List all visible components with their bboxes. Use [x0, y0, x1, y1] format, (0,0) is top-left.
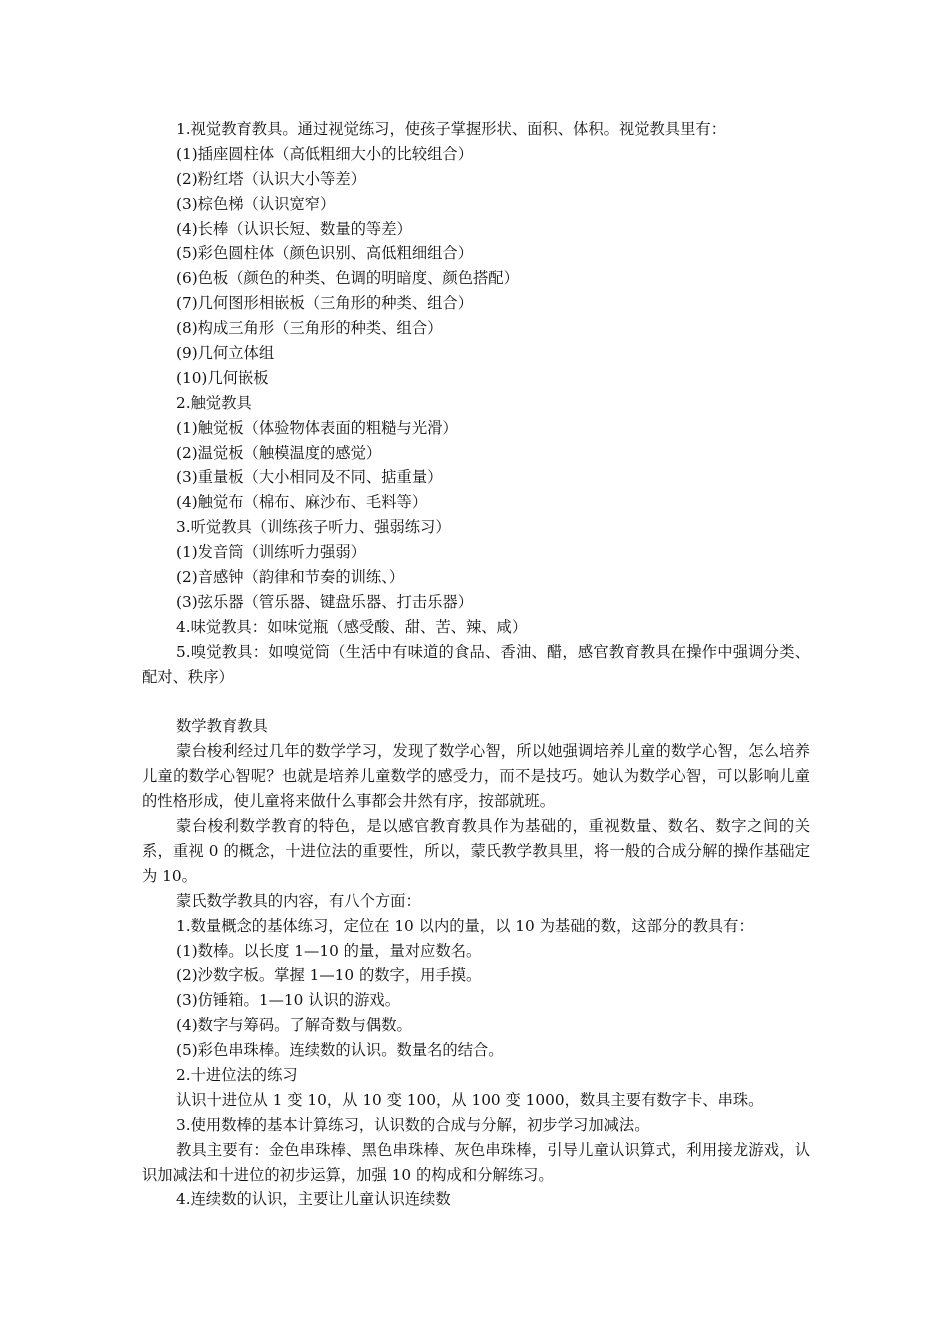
math-item-1-entry: (2)沙数字板。掌握 1—10 的数字，用手摸。 [176, 966, 482, 985]
visual-item: (2)粉红塔（认识大小等差） [176, 169, 366, 188]
touch-item: (1)触觉板（体验物体表面的粗糙与光滑） [176, 418, 458, 437]
math-paragraph-1: 蒙台梭利经过几年的数学学习，发现了数学心智，所以她强调培养儿童的数学心智，怎么培养儿童的数学心智呢？也就是培养儿童数学的感受力，而不是技巧。她认为数学心智，可以影响儿童的性格形成，使儿童将来做什么事都会井然有序，按部就班。 [142, 742, 810, 811]
math-heading: 数学教育教具 [176, 717, 268, 736]
math-item-1-entry: (3)仿锤箱。1—10 认识的游戏。 [176, 991, 400, 1010]
visual-item: (3)棕色梯（认识宽窄） [176, 194, 336, 213]
math-item-2-desc: 认识十进位从 1 变 10，从 10 变 100，从 100 变 1000，数具主要有数字卡、串珠。 [176, 1090, 764, 1109]
touch-item: (4)触觉布（棉布、麻沙布、毛料等） [176, 493, 428, 512]
document-page [142, 117, 810, 1212]
math-item-1-entry: (4)数字与筹码。了解奇数与偶数。 [176, 1016, 412, 1035]
touch-heading: 2.触觉教具 [176, 393, 252, 412]
touch-item: (2)温觉板（触模温度的感觉） [176, 443, 382, 462]
math-item-3-desc: 教具主要有：金色串珠棒、黑色串珠棒、灰色串珠棒，引导儿童认识算式，利用接龙游戏，认识加减法和十进位的初步运算，加强 10 的构成和分解练习。 [142, 1140, 810, 1184]
math-paragraph-2: 蒙台梭利数学教育的特色，是以感官教育教具作为基础的，重视数量、数名、数字之间的关系，重视 0 的概念，十进位法的重要性，所以，蒙氏教学教具里，将一般的合成分解的操作基础定为 10。 [142, 817, 810, 885]
math-item-2: 2.十进位法的练习 [176, 1065, 298, 1084]
visual-item: (4)长棒（认识长短、数量的等差） [176, 219, 412, 238]
math-item-1-entry: (5)彩色串珠棒。连续数的认识。数量名的结合。 [176, 1041, 504, 1060]
hearing-item: (1)发音筒（训练听力强弱） [176, 543, 366, 562]
math-content-intro: 蒙氏数学教具的内容，有八个方面： [176, 891, 421, 910]
hearing-item: (2)音感钟（韵律和节奏的训练、） [176, 568, 405, 587]
smell-paragraph: 5.嗅觉教具：如嗅觉筒（生活中有味道的食品、香油、醋，感官教育教具在操作中强调分类、配对、秩序） [142, 642, 810, 686]
visual-item: (9)几何立体组 [176, 344, 275, 363]
visual-item: (7)几何图形相嵌板（三角形的种类、组合） [176, 294, 474, 313]
math-item-3: 3.使用数棒的基本计算练习，认识数的合成与分解，初步学习加减法。 [176, 1115, 650, 1134]
visual-item: (1)插座圆柱体（高低粗细大小的比较组合） [176, 144, 474, 163]
visual-item: (5)彩色圆柱体（颜色识别、高低粗细组合） [176, 244, 474, 263]
taste-line: 4.味觉教具：如味觉瓶（感受酸、甜、苦、辣、咸） [176, 617, 528, 636]
touch-item: (3)重量板（大小相同及不同、掂重量） [176, 468, 443, 487]
math-item-4: 4.连续数的认识，主要让儿童认识连续数 [176, 1190, 451, 1209]
math-item-1: 1.数量概念的基体练习，定位在 10 以内的量，以 10 为基础的数，这部分的教具有： [176, 916, 754, 935]
paragraph-gap [142, 690, 810, 715]
visual-item: (10)几何嵌板 [176, 368, 269, 387]
hearing-item: (3)弦乐器（管乐器、键盘乐器、打击乐器） [176, 592, 474, 611]
visual-item: (8)构成三角形（三角形的种类、组合） [176, 319, 443, 338]
math-item-1-entry: (1)数棒。以长度 1—10 的量，量对应数名。 [176, 941, 482, 960]
visual-intro: 1.视觉教育教具。通过视觉练习，使孩子掌握形状、面积、体积。视觉教具里有： [176, 120, 726, 138]
visual-item: (6)色板（颜色的种类、色调的明暗度、颜色搭配） [176, 269, 519, 288]
hearing-heading: 3.听觉教具（训练孩子听力、强弱练习） [176, 518, 451, 537]
